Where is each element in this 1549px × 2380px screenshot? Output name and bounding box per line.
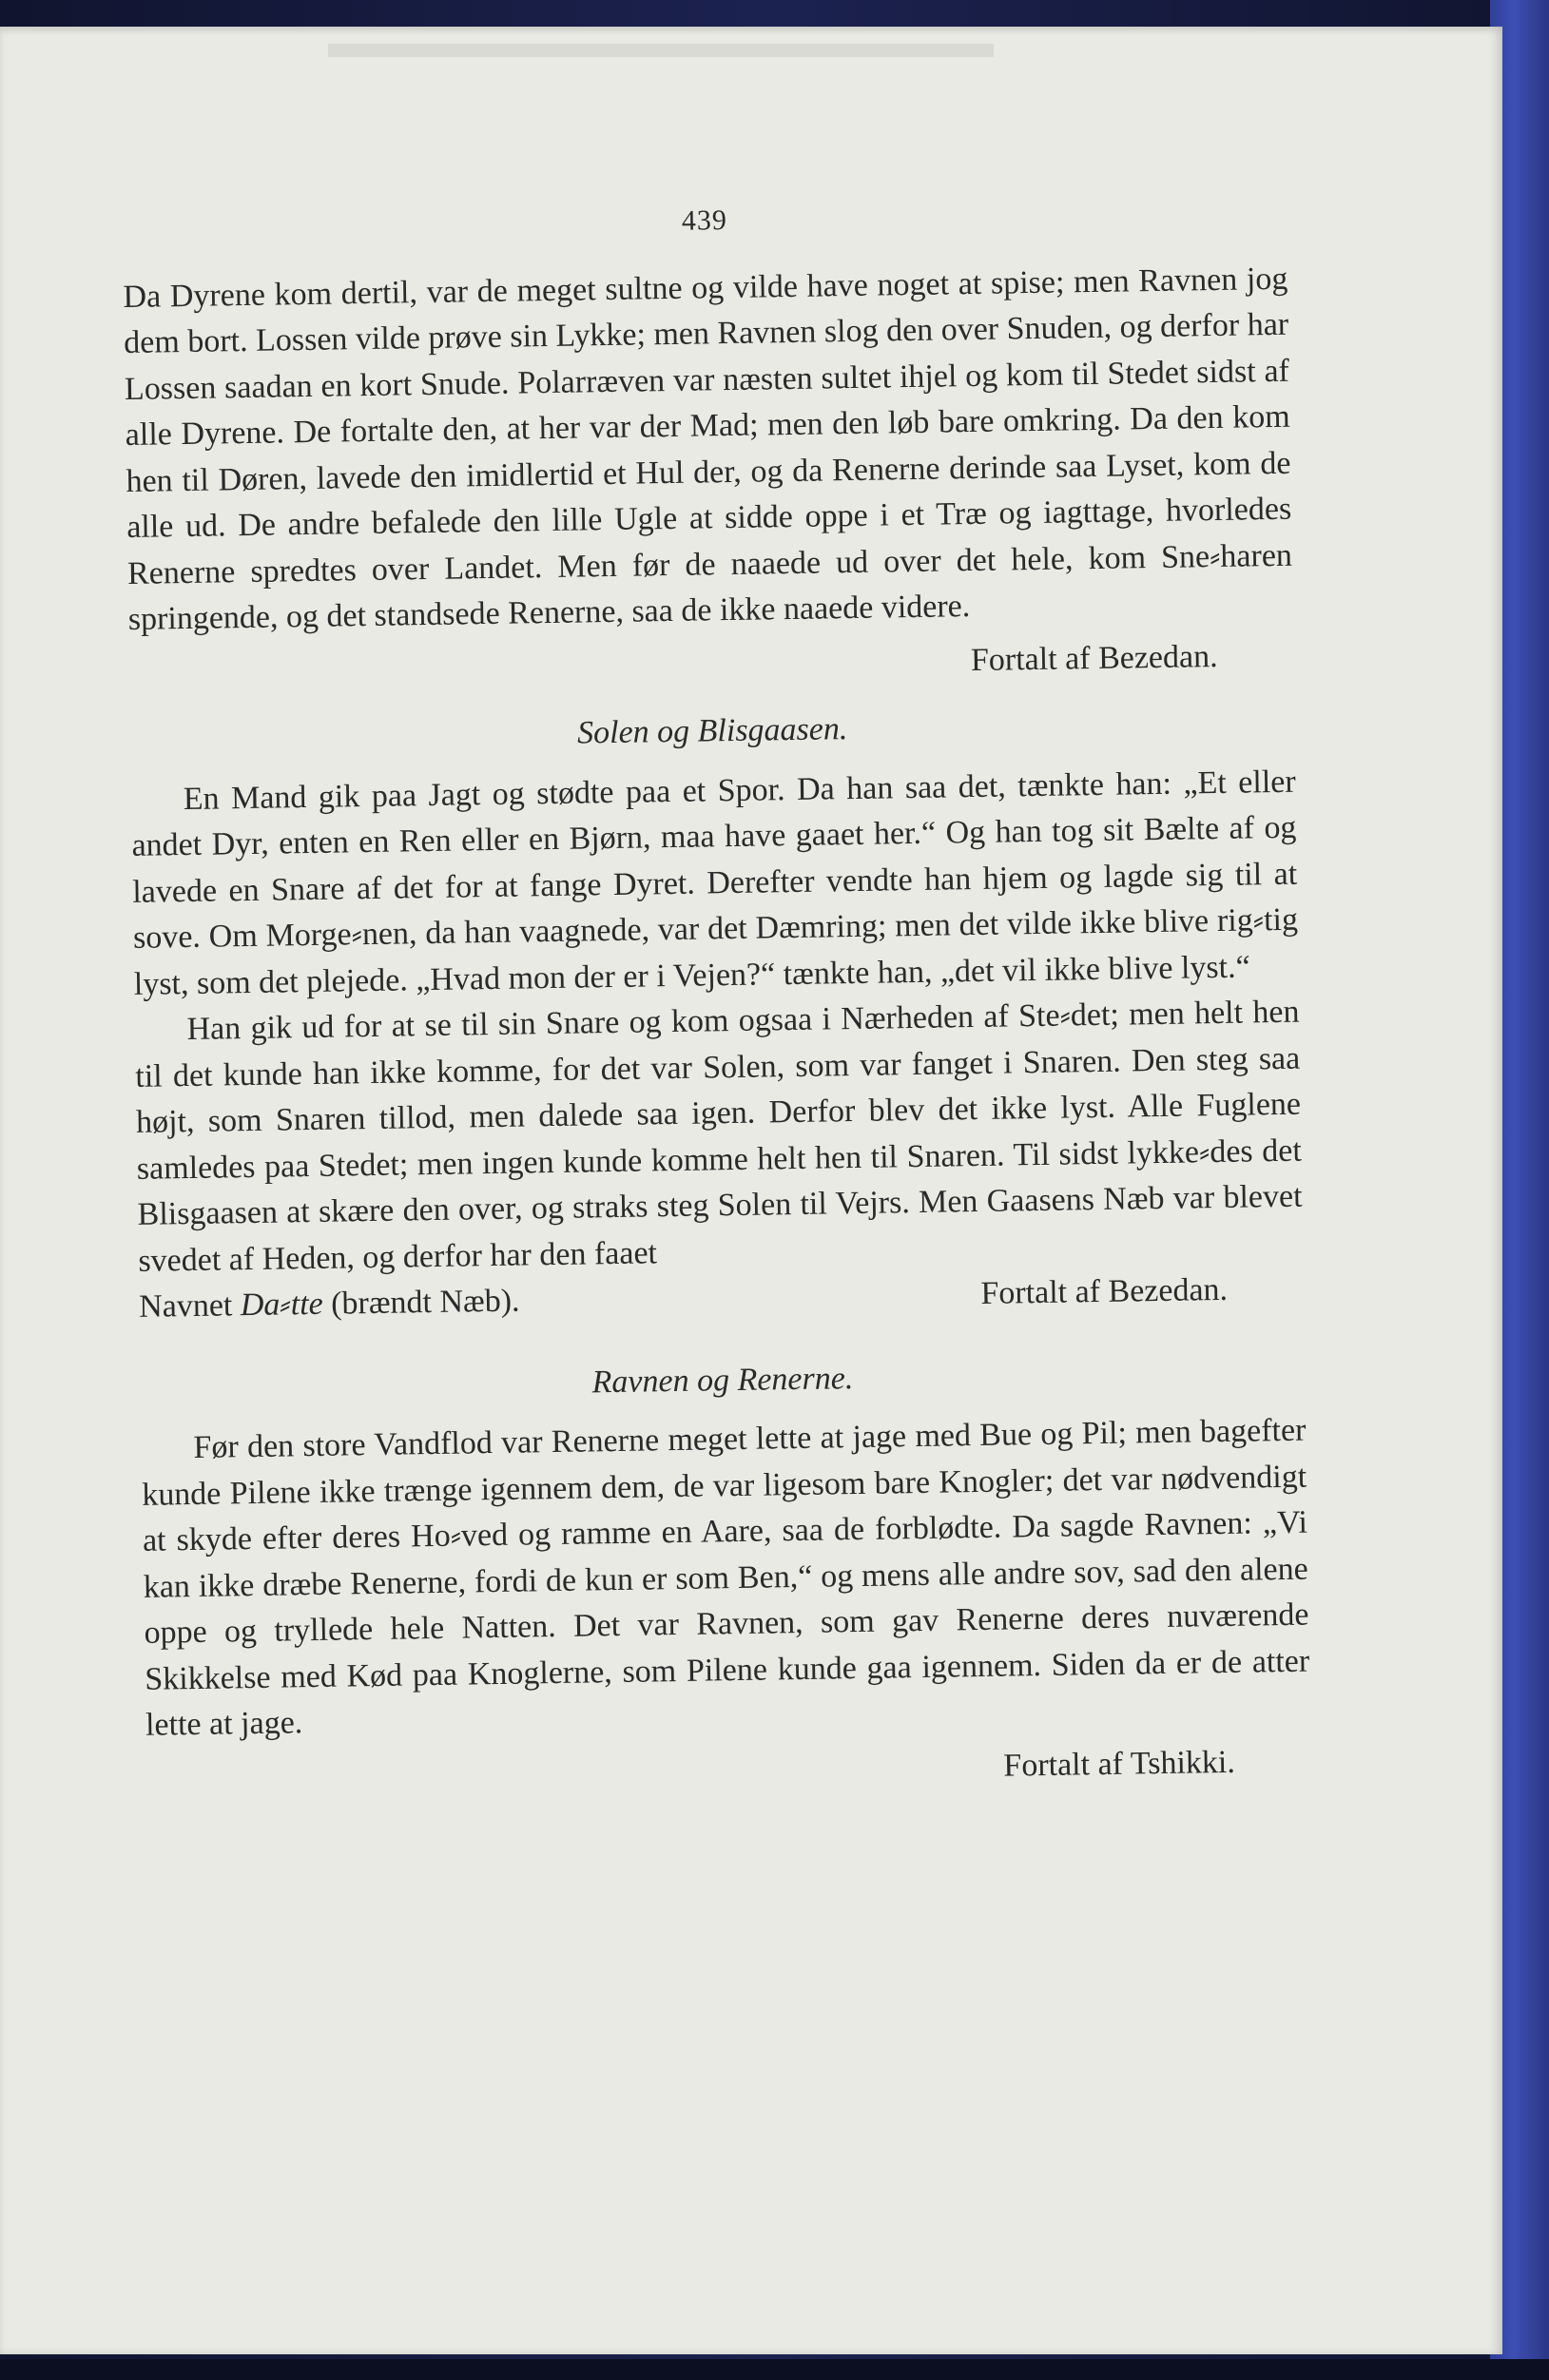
section-title: Ravnen og Renerne.: [591, 1360, 854, 1400]
story-paragraph: Før den store Vandflod var Renerne meget lette at jage med Bue og Pil; men bagefter kunde Pilene ikke trænge igennem dem, de var ligesom bare Knogler; det var nødvendigt at skyde efter deres Ho⸗ved og ramme en Aare, saa de forblødte. Da sagde Ravnen: „Vi kan ikke dræbe Renerne, fordi de kun er som Ben,“ og mens alle andre sov, sad den alene oppe og tryllede hele Natten. Det var Ravnen, som gav Renerne deres nuværende Skikkelse med Kød paa Knoglerne, som Pilene kunde gaa igennem. Siden da er de atter lette at jage.: [141, 1412, 1310, 1743]
section-title: Solen og Blisgaasen.: [576, 711, 848, 751]
last-line-prefix: Navnet: [138, 1287, 242, 1325]
story-signature: Fortalt af Bezedan.: [980, 1271, 1229, 1311]
word-italic: Da⸗tte: [240, 1286, 323, 1324]
story-paragraph: Da Dyrene kom dertil, var de meget sultne og vilde have noget at spise; men Ravnen jog dem bort. Lossen vilde prøve sin Lykke; men Ravnen slog den over Snuden, og derfor har Lossen saadan en kort Snude. Polarræven var næsten sultet ihjel og kom til Stedet sidst af alle Dyrene. De fortalte den, at her var der Mad; men den løb bare omkring. Da den kom hen til Døren, lavede den imidlertid et Hul der, og da Renerne derinde saa Lyset, kom de alle ud. De andre befalede den lille Ugle at sidde oppe i et Træ og iagttage, hvorledes Renerne spredtes over Landet. Men før de naaede ud over det hele, kom Sne⸗haren springende, og det standsede Renerne, saa de ikke naaede videre.: [123, 261, 1293, 637]
story-signature: Fortalt af Bezedan.: [970, 638, 1218, 678]
story-paragraph: [134, 990, 1303, 1285]
last-line-text: [139, 1279, 520, 1331]
scan-bottom-border: [0, 2359, 1549, 2380]
story-signature: Fortalt af Tshikki.: [1003, 1744, 1236, 1784]
page-number: 439: [681, 204, 728, 237]
page-top-tab: [328, 44, 994, 57]
paragraph-text: Han gik ud for at se til sin Snare og kom ogsaa i Nærheden af Ste⸗det; men helt hen til det kunde han ikke komme, for det var Solen, som var fanget i Snaren. Den steg saa højt, som Snaren tillod, men dalede saa igen. Derfor blev det ikke lyst. Alle Fuglene samledes paa Stedet; men ingen kunde komme helt hen til Snaren. Til sidst lykke⸗des det Blisgaasen at skære den over, og straks steg Solen til Vejrs. Men Gaasens Næb var blevet svedet af Heden, og derfor har den faaet: [135, 994, 1303, 1279]
story-paragraph: En Mand gik paa Jagt og stødte paa et Spor. Da han saa det, tænkte han: „Et eller andet Dyr, enten en Ren eller en Bjørn, maa have gaaet her.“ Og han tog sit Bælte af og lavede en Snare af det for at fange Dyret. Derefter vendte han hjem og lagde sig til at sove. Om Morge⸗nen, da han vaagnede, var det Dæmring; men det vilde ikke blive rig⸗tig lyst, som det plejede. „Hvad mon der er i Vejen?“ tænkte han, „det vil ikke blive lyst.“: [131, 764, 1299, 1002]
last-line-suffix: (brændt Næb).: [322, 1283, 520, 1322]
page-text: [122, 189, 1312, 1824]
book-page: [0, 27, 1502, 2354]
